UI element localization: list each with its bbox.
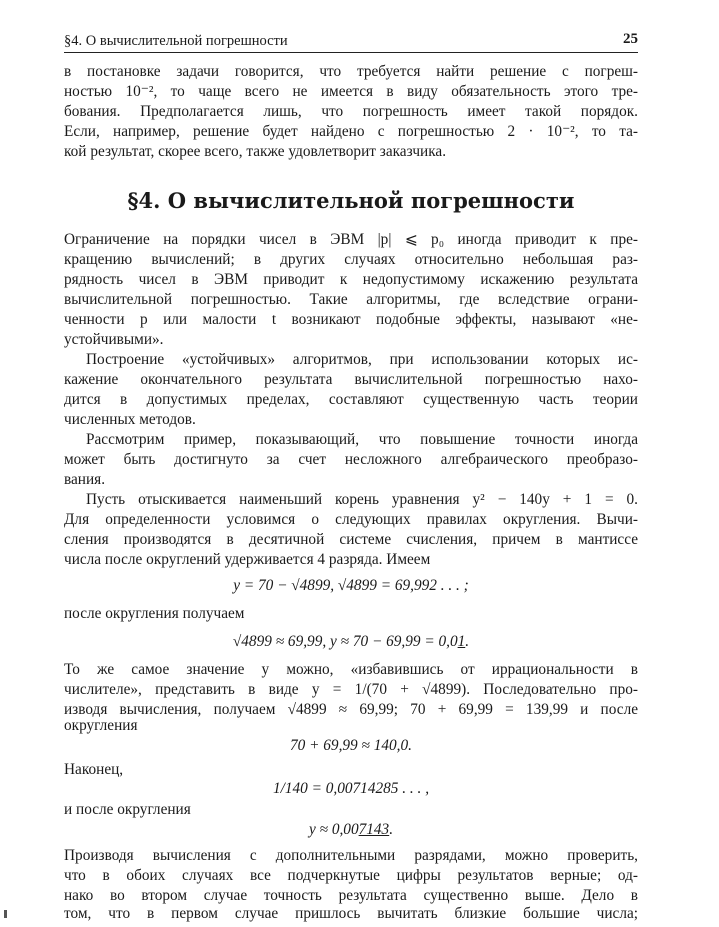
paragraph-line: числа после округлений удерживается 4 разряда. Имеем [64,551,431,568]
paragraph-line: численных методов. [64,411,196,428]
intro-line: ностью 10⁻², то чаще всего не имеется в виду обязательность этого тре- [64,83,638,100]
paragraph-line: Ограничение на порядки чисел в ЭВМ |p| ⩽ p₀ иногда приводит к пре- [64,231,638,248]
formula: 1/140 = 0,00714285 . . . , [272,780,430,797]
page-header [64,32,638,53]
intro-line: кой результат, скорее всего, также удовлетворит заказчика. [64,143,447,160]
paragraph-line: кажение окончательного результата вычислительной погрешностью нахо- [64,371,638,388]
paragraph-line: после округления получаем [64,605,245,622]
section-title: §4. О вычислительной погрешности [127,188,575,213]
paragraph-line: и после округления [64,801,191,818]
paragraph-line: дится в допустимых пределах, составляют существенную часть теории [64,391,638,408]
paragraph-line: что в обоих случаях все подчеркнутые цифры результатов верные; од- [64,867,638,884]
formula [64,820,638,840]
paragraph-line: вания. [64,471,106,488]
paragraph-line: рядность чисел в ЭВМ приводит к недопустимому искажению результата [64,271,638,288]
paragraph-line: Построение «устойчивых» алгоритмов, при использовании которых ис- [86,351,638,368]
running-title: §4. О вычислительной погрешности [64,33,288,49]
page-number: 25 [623,31,638,47]
paragraph-line: Для определенности условимся о следующих правилах округления. Вычи- [64,511,638,528]
formula-underlined-digits: 7143 [358,821,390,838]
paragraph-line: том, что в первом случае пришлось вычитать близкие большие числа; [64,905,638,922]
formula: y = 70 − √4899, √4899 = 69,992 . . . ; [233,577,469,594]
paragraph-line: Наконец, [64,761,124,778]
formula-text: y ≈ 0,00 [308,821,359,838]
paragraph-line: устойчивыми». [64,331,164,348]
paragraph-line: нако во втором случае точность результата существенно выше. Дело в [64,887,638,904]
formula-text: √4899 ≈ 69,99, y ≈ 70 − 69,99 = 0,0 [232,633,458,650]
paragraph-line: числителе», представить в виде y = 1/(70 + √4899). Последовательно про- [64,681,638,698]
scan-mark [4,910,7,918]
intro-line: в постановке задачи говорится, что требуется найти решение с погреш- [64,63,638,80]
formula [64,632,638,652]
intro-line: Если, например, решение будет найдено с погрешностью 2 · 10⁻², то та- [64,123,638,140]
paragraph-line: изводя вычисления, получаем √4899 ≈ 69,99; 70 + 69,99 = 139,99 и после [64,701,638,718]
formula: 70 + 69,99 ≈ 140,0. [290,737,412,754]
intro-line: бования. Предполагается лишь, что погрешность имеет такой порядок. [64,103,638,120]
paragraph-line: Производя вычисления с дополнительными разрядами, можно проверить, [64,847,638,864]
paragraph-line: ченности p или малости t возникают подобные эффекты, называют «не- [64,311,638,328]
paragraph-line: сления производятся в десятичной системе счисления, причем в мантиссе [64,531,638,548]
formula-text: . [465,633,470,650]
paragraph-line: вычислительной погрешностью. Такие алгоритмы, где вследствие ограни- [64,291,638,308]
paragraph-line: Пусть отыскивается наименьший корень уравнения y² − 140y + 1 = 0. [86,491,638,508]
paragraph-line: Рассмотрим пример, показывающий, что повышение точности иногда [86,431,638,448]
paragraph-line: То же самое значение y можно, «избавившись от иррациональности в [64,661,638,678]
formula-underlined-digits: 1 [457,633,466,650]
formula-text: . [389,821,394,838]
paragraph-line: может быть достигнуто за счет несложного алгебраического преобразо- [64,451,638,468]
paragraph-line: округления [64,717,138,734]
paragraph-line: кращению вычислений; в других случаях относительно небольшая раз- [64,251,638,268]
